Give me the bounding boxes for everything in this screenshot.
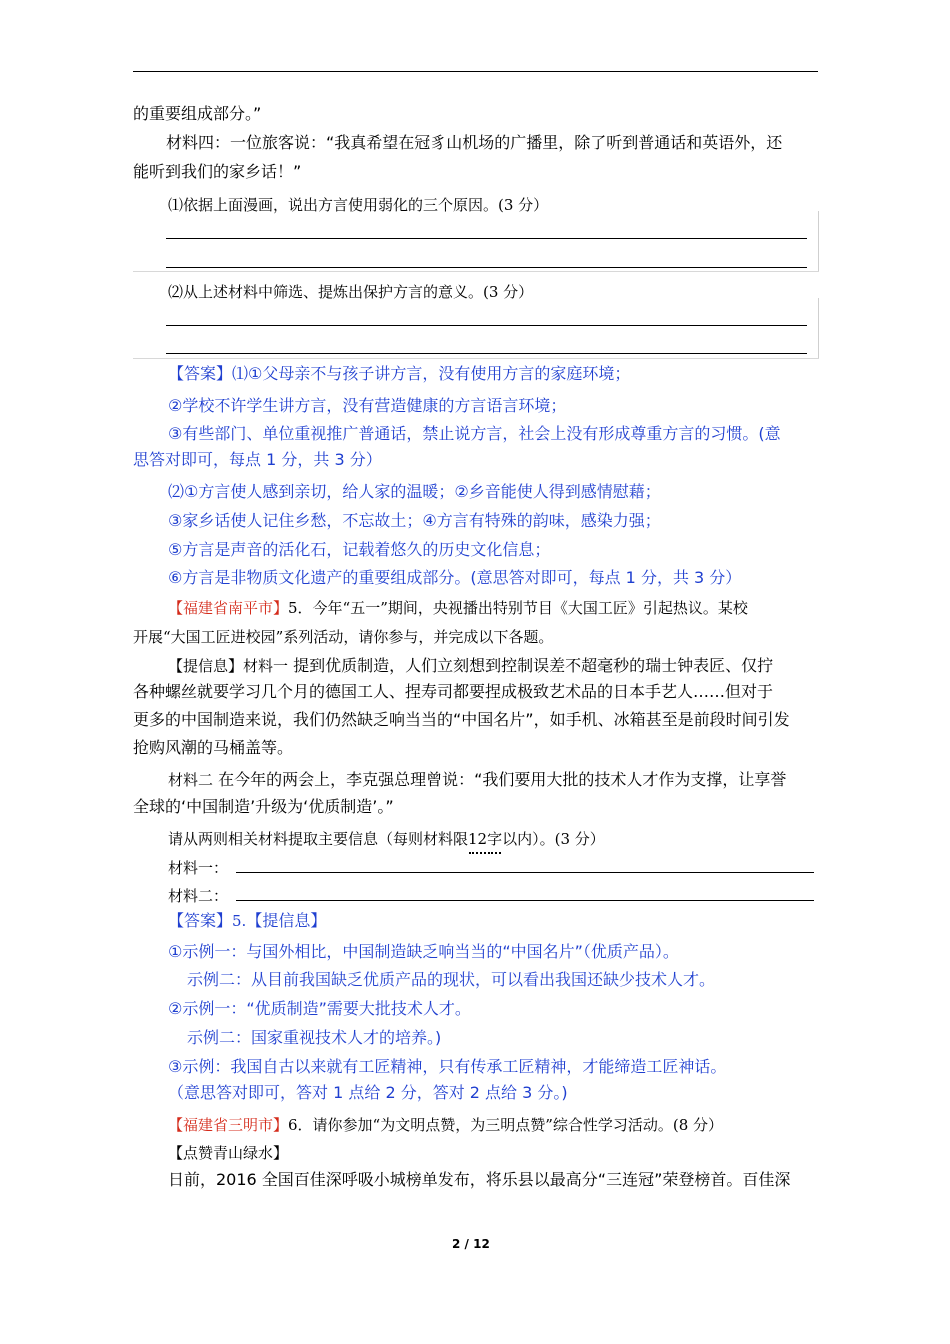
material-label: 【提信息】材料一 <box>168 657 289 675</box>
answer-text: ③示例：我国自古以来就有工匠精神，只有传承工匠精神，才能缔造工匠神话。 <box>168 1057 727 1076</box>
problem-6-heading <box>168 1114 723 1135</box>
answer-line <box>166 238 807 239</box>
emphasis-word: 字 <box>487 830 503 848</box>
text-line: 开展“大国工匠进校园”系列活动，请你参与，并完成以下各题。 <box>133 628 554 646</box>
text-line: 各种螺丝就要学习几个月的德国工人、捏寿司都要捏成极致艺术品的日本手艺人……但对于 <box>133 682 774 701</box>
box-edge <box>133 358 819 359</box>
source-tag: 【福建省南平市】 <box>168 599 289 617</box>
requirement-text: 请从两则相关材料提取主要信息（每则材料限 <box>168 830 469 848</box>
box-edge <box>133 271 819 272</box>
material-2 <box>168 770 786 790</box>
answer-number: 5. <box>232 912 247 930</box>
answer-tag: 【答案】 <box>168 911 233 930</box>
answer-text: ②示例一：“优质制造”需要大批技术人才。 <box>168 999 471 1018</box>
section-heading: 【点赞青山绿水】 <box>168 1144 289 1162</box>
question-2: ⑵从上述材料中筛选、提炼出保护方言的意义。(3 分） <box>168 283 534 301</box>
answer-text: 示例二：国家重视技术人才的培养。) <box>187 1028 442 1047</box>
answer-text: 【答案】⑴①父母亲不与孩子讲方言，没有使用方言的家庭环境； <box>168 364 631 383</box>
text-line: 的重要组成部分。” <box>133 104 262 123</box>
header-rule <box>133 71 818 72</box>
box-edge <box>818 298 819 358</box>
answer-line <box>166 267 807 268</box>
answer-heading <box>168 911 326 931</box>
material-1 <box>168 656 773 676</box>
answer-text: ⑤方言是声音的活化石，记载着悠久的历史文化信息； <box>168 540 551 559</box>
page-number: 2 / 12 <box>452 1237 490 1251</box>
answer-tag: 【提信息】 <box>246 911 327 930</box>
source-tag: 【福建省三明市】 <box>168 1116 289 1134</box>
requirement-text: 以内）。(3 分） <box>502 830 605 848</box>
text-line: 材料四：一位旅客说：“我真希望在冠豸山机场的广播里，除了听到普通话和英语外，还 <box>166 133 783 152</box>
emphasis-number: 12 <box>468 830 488 848</box>
answer-text: ③家乡话使人记住乡愁，不忘故土；④方言有特殊的韵味，感染力强； <box>168 511 661 530</box>
requirement <box>168 828 605 849</box>
answer-line <box>166 353 807 354</box>
material-text: 在今年的两会上，李克强总理曾说：“我们要用大批的技术人才作为支撑，让享誉 <box>218 770 787 789</box>
answer-text: 思答对即可，每点 1 分，共 3 分） <box>133 450 382 469</box>
answer-text: ①示例一：与国外相比，中国制造缺乏响当当的“中国名片”（优质产品）。 <box>168 942 679 961</box>
answer-line <box>166 325 807 326</box>
answer-text: ③有些部门、单位重视推广普通话，禁止说方言，社会上没有形成尊重方言的习惯。(意 <box>168 424 781 443</box>
text-line: 能听到我们的家乡话！” <box>133 162 302 181</box>
field-label: 材料一： <box>168 859 229 877</box>
material-text: 提到优质制造，人们立刻想到控制误差不超毫秒的瑞士钟表匠、仅拧 <box>293 656 774 675</box>
box-edge <box>818 211 819 271</box>
problem-text: 5．今年“五一”期间，央视播出特别节目《大国工匠》引起热议。某校 <box>288 599 748 617</box>
problem-text: 6．请你参加“为文明点赞，为三明点赞”综合性学习活动。(8 分） <box>288 1116 724 1134</box>
text-line: 日前，2016 全国百佳深呼吸小城榜单发布，将乐县以最高分“三连冠”荣登榜首。百佳深 <box>168 1170 791 1189</box>
question-1: ⑴依据上面漫画，说出方言使用弱化的三个原因。(3 分） <box>168 196 549 214</box>
answer-text: ⑵①方言使人感到亲切，给人家的温暖；②乡音能使人得到感情慰藉； <box>168 482 661 501</box>
problem-5-heading <box>168 597 748 618</box>
material-1-blank[interactable] <box>236 872 814 873</box>
answer-text: ②学校不许学生讲方言，没有营造健康的方言语言环境； <box>168 396 567 415</box>
answer-text: ⑥方言是非物质文化遗产的重要组成部分。(意思答对即可，每点 1 分，共 3 分） <box>168 568 742 587</box>
field-label: 材料二： <box>168 887 229 905</box>
text-line: 抢购风潮的马桶盖等。 <box>133 738 294 757</box>
answer-text: 示例二：从目前我国缺乏优质产品的现状，可以看出我国还缺少技术人才。 <box>187 970 716 989</box>
answer-text: （意思答对即可，答对 1 点给 2 分，答对 2 点给 3 分。) <box>168 1083 568 1102</box>
text-line: 全球的‘中国制造’升级为‘优质制造’。” <box>133 797 394 816</box>
material-2-blank[interactable] <box>236 900 814 901</box>
material-label: 材料二 <box>168 771 214 789</box>
text-line: 更多的中国制造来说，我们仍然缺乏响当当的“中国名片”，如手机、冰箱甚至是前段时间引发 <box>133 710 790 729</box>
